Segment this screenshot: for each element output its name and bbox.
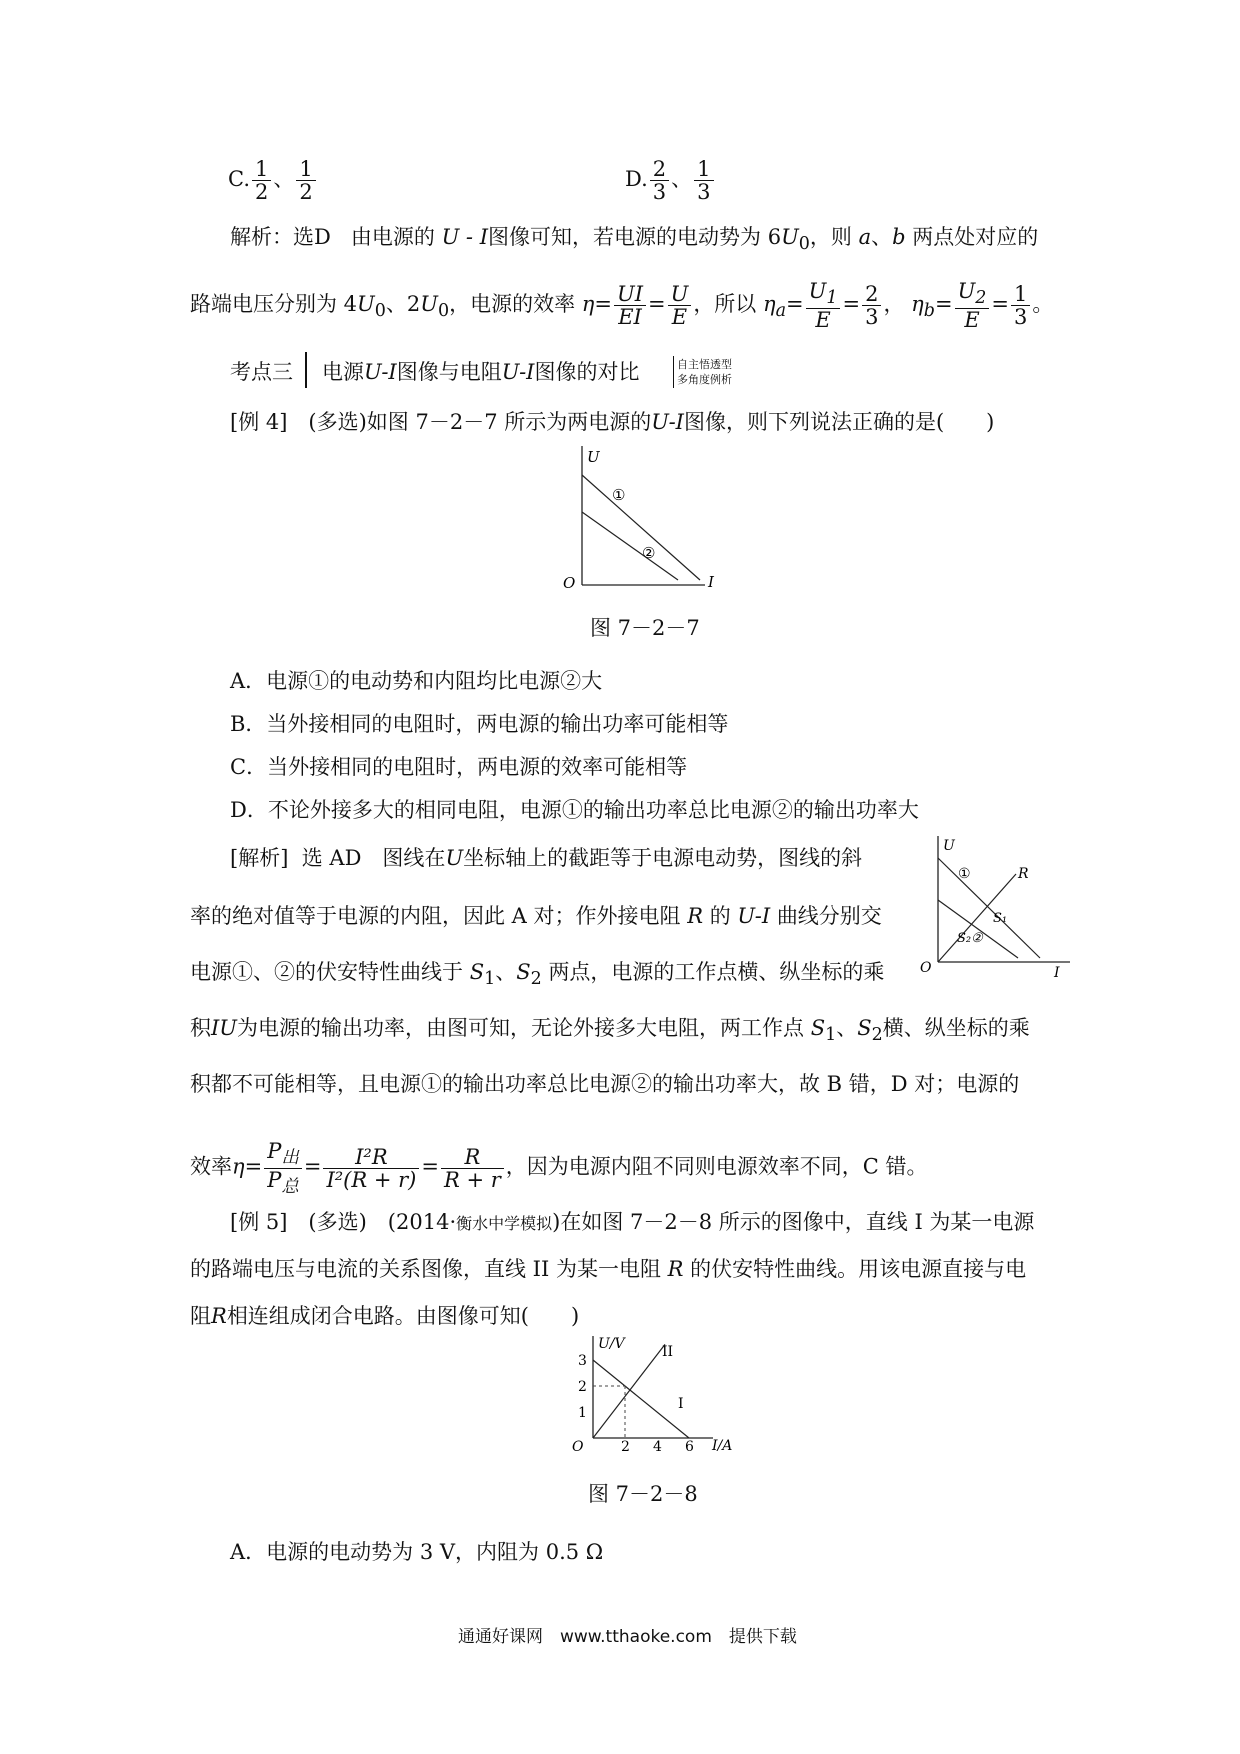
x-axis-label: I <box>708 573 714 591</box>
s2-label: S₂② <box>957 931 983 946</box>
example-5-line-1: [例 5] (多选) (2014·衡水中学模拟)在如图 7－2－8 所示的图像中，直线 I 为某一电源 <box>230 1210 1035 1234</box>
figure-caption: 图 7－2－8 <box>588 1482 698 1506</box>
option-a: A．电源①的电动势和内阻均比电源②大 <box>230 669 603 693</box>
y-axis-label: U/V <box>598 1336 625 1352</box>
y-axis-label: U <box>943 838 955 854</box>
section-tag-2: 多角度例析 <box>677 373 732 386</box>
example-4-question: [例 4] (多选)如图 7－2－7 所示为两电源的U-I图像，则下列说法正确的是( ) <box>230 410 995 434</box>
x-tick-label: 6 <box>685 1439 694 1453</box>
section-tag-1: 自主悟透型 <box>677 358 732 371</box>
analysis-2-line-5: 积都不可能相等，且电源①的输出功率总比电源②的输出功率大，故 B 错，D 对；电源的 <box>190 1072 1020 1096</box>
x-axis-label: I <box>1054 965 1060 980</box>
analysis-figure <box>918 830 1078 980</box>
analysis-1-line-1: 解析：选D 由电源的 U - I图像可知，若电源的电动势为 $6U_0$，则 a、b 两点处对应的 <box>230 225 1039 255</box>
line-1-label: ① <box>612 486 626 504</box>
x-axis-label: I/A <box>712 1438 733 1453</box>
source-2-line <box>582 512 678 580</box>
y-tick-label: 1 <box>578 1405 587 1421</box>
origin-label: O <box>920 960 932 976</box>
x-tick-label: 4 <box>653 1439 662 1453</box>
y-tick-label: 2 <box>578 1379 587 1395</box>
fraction: $\frac{1}{2}$ <box>296 158 315 203</box>
x-tick-label: 2 <box>621 1439 630 1453</box>
option-b: B．当外接相同的电阻时，两电源的输出功率可能相等 <box>230 712 729 736</box>
source-1-line <box>582 475 700 580</box>
line-I-label: I <box>678 1396 684 1412</box>
page-footer: 通通好课网 www.tthaoke.com 提供下载 <box>458 1627 797 1647</box>
option-c: C．当外接相同的电阻时，两电源的效率可能相等 <box>230 755 688 779</box>
y-axis-label: U <box>587 448 600 466</box>
option-letter: C. <box>228 167 250 192</box>
analysis-2-line-1: [解析] 选 AD 图线在U坐标轴上的截距等于电源电动势，图线的斜 <box>230 846 863 870</box>
line-2-label: ② <box>642 544 656 562</box>
option-d: D．不论外接多大的相同电阻，电源①的输出功率总比电源②的输出功率大 <box>230 798 919 822</box>
resistor-line-II <box>593 1344 665 1438</box>
analysis-1-line-2: 路端电压分别为 $4U_0$、$2U_0$，电源的效率 η= $\frac{UI}{EI}$ = $\frac{U}{E}$ ，所以 $\eta_a=$ $\frac{U_1}{E}$ = $\frac{2}{3}$ ， $\eta_b=$ $\frac{U_2}{E}$ = $\frac{1}{3}$ 。 <box>190 279 1054 332</box>
section-title: 电源U-I图像与电阻U-I图像的对比 <box>322 360 640 384</box>
origin-label: O <box>563 574 576 592</box>
analysis-2-line-3: 电源①、②的伏安特性曲线于 $S_1$、$S_2$ 两点，电源的工作点横、纵坐标的乘 <box>190 960 885 990</box>
fraction: $\frac{2}{3}$ <box>650 158 669 203</box>
fraction: $\frac{1}{3}$ <box>694 158 713 203</box>
example-5-line-2: 的路端电压与电流的关系图像，直线 II 为某一电阻 R 的伏安特性曲线。用该电源直接与电 <box>190 1257 1027 1281</box>
line-1-label: ① <box>958 866 971 882</box>
section-divider <box>305 352 307 388</box>
option-letter: D. <box>625 167 648 192</box>
example-5-line-3: 阻R相连组成闭合电路。由图像可知( ) <box>190 1304 580 1328</box>
figure-caption: 图 7－2－7 <box>590 616 700 640</box>
option-c: C. $\frac{1}{2}$ 、 $\frac{1}{2}$ <box>228 158 318 203</box>
option-a: A．电源的电动势为 3 V，内阻为 0.5 Ω <box>230 1540 604 1564</box>
line-II-label: II <box>662 1344 674 1360</box>
analysis-2-line-6: 效率η= $\frac{P_出}{P_总}$ = $\frac{\text{I²R}}{\text{I²(R + r)}}$ = $\frac{R}{R + r}$ ，因为电源内阻不同则电源效率不同，C 错。 <box>190 1139 928 1197</box>
source-line-I <box>593 1360 689 1438</box>
analysis-2-line-2: 率的绝对值等于电源的内阻，因此 A 对；作外接电阻 R 的 U-I 曲线分别交 <box>190 904 882 928</box>
fraction: $\frac{1}{2}$ <box>252 158 271 203</box>
figure-7-2-7 <box>560 440 720 600</box>
analysis-2-line-4: 积IU为电源的输出功率，由图可知，无论外接多大电阻，两工作点 $S_1$、$S_2$横、纵坐标的乘 <box>190 1016 1030 1046</box>
tag-divider <box>673 356 674 388</box>
section-label: 考点三 <box>230 360 293 384</box>
section-heading <box>230 358 293 386</box>
figure-7-2-8 <box>558 1328 738 1453</box>
y-tick-label: 3 <box>578 1353 587 1369</box>
resistor-label: R <box>1018 866 1029 882</box>
option-d: D. $\frac{2}{3}$ 、 $\frac{1}{3}$ <box>625 158 716 203</box>
origin-label: O <box>572 1439 584 1453</box>
s1-label: S₁ <box>993 911 1008 926</box>
